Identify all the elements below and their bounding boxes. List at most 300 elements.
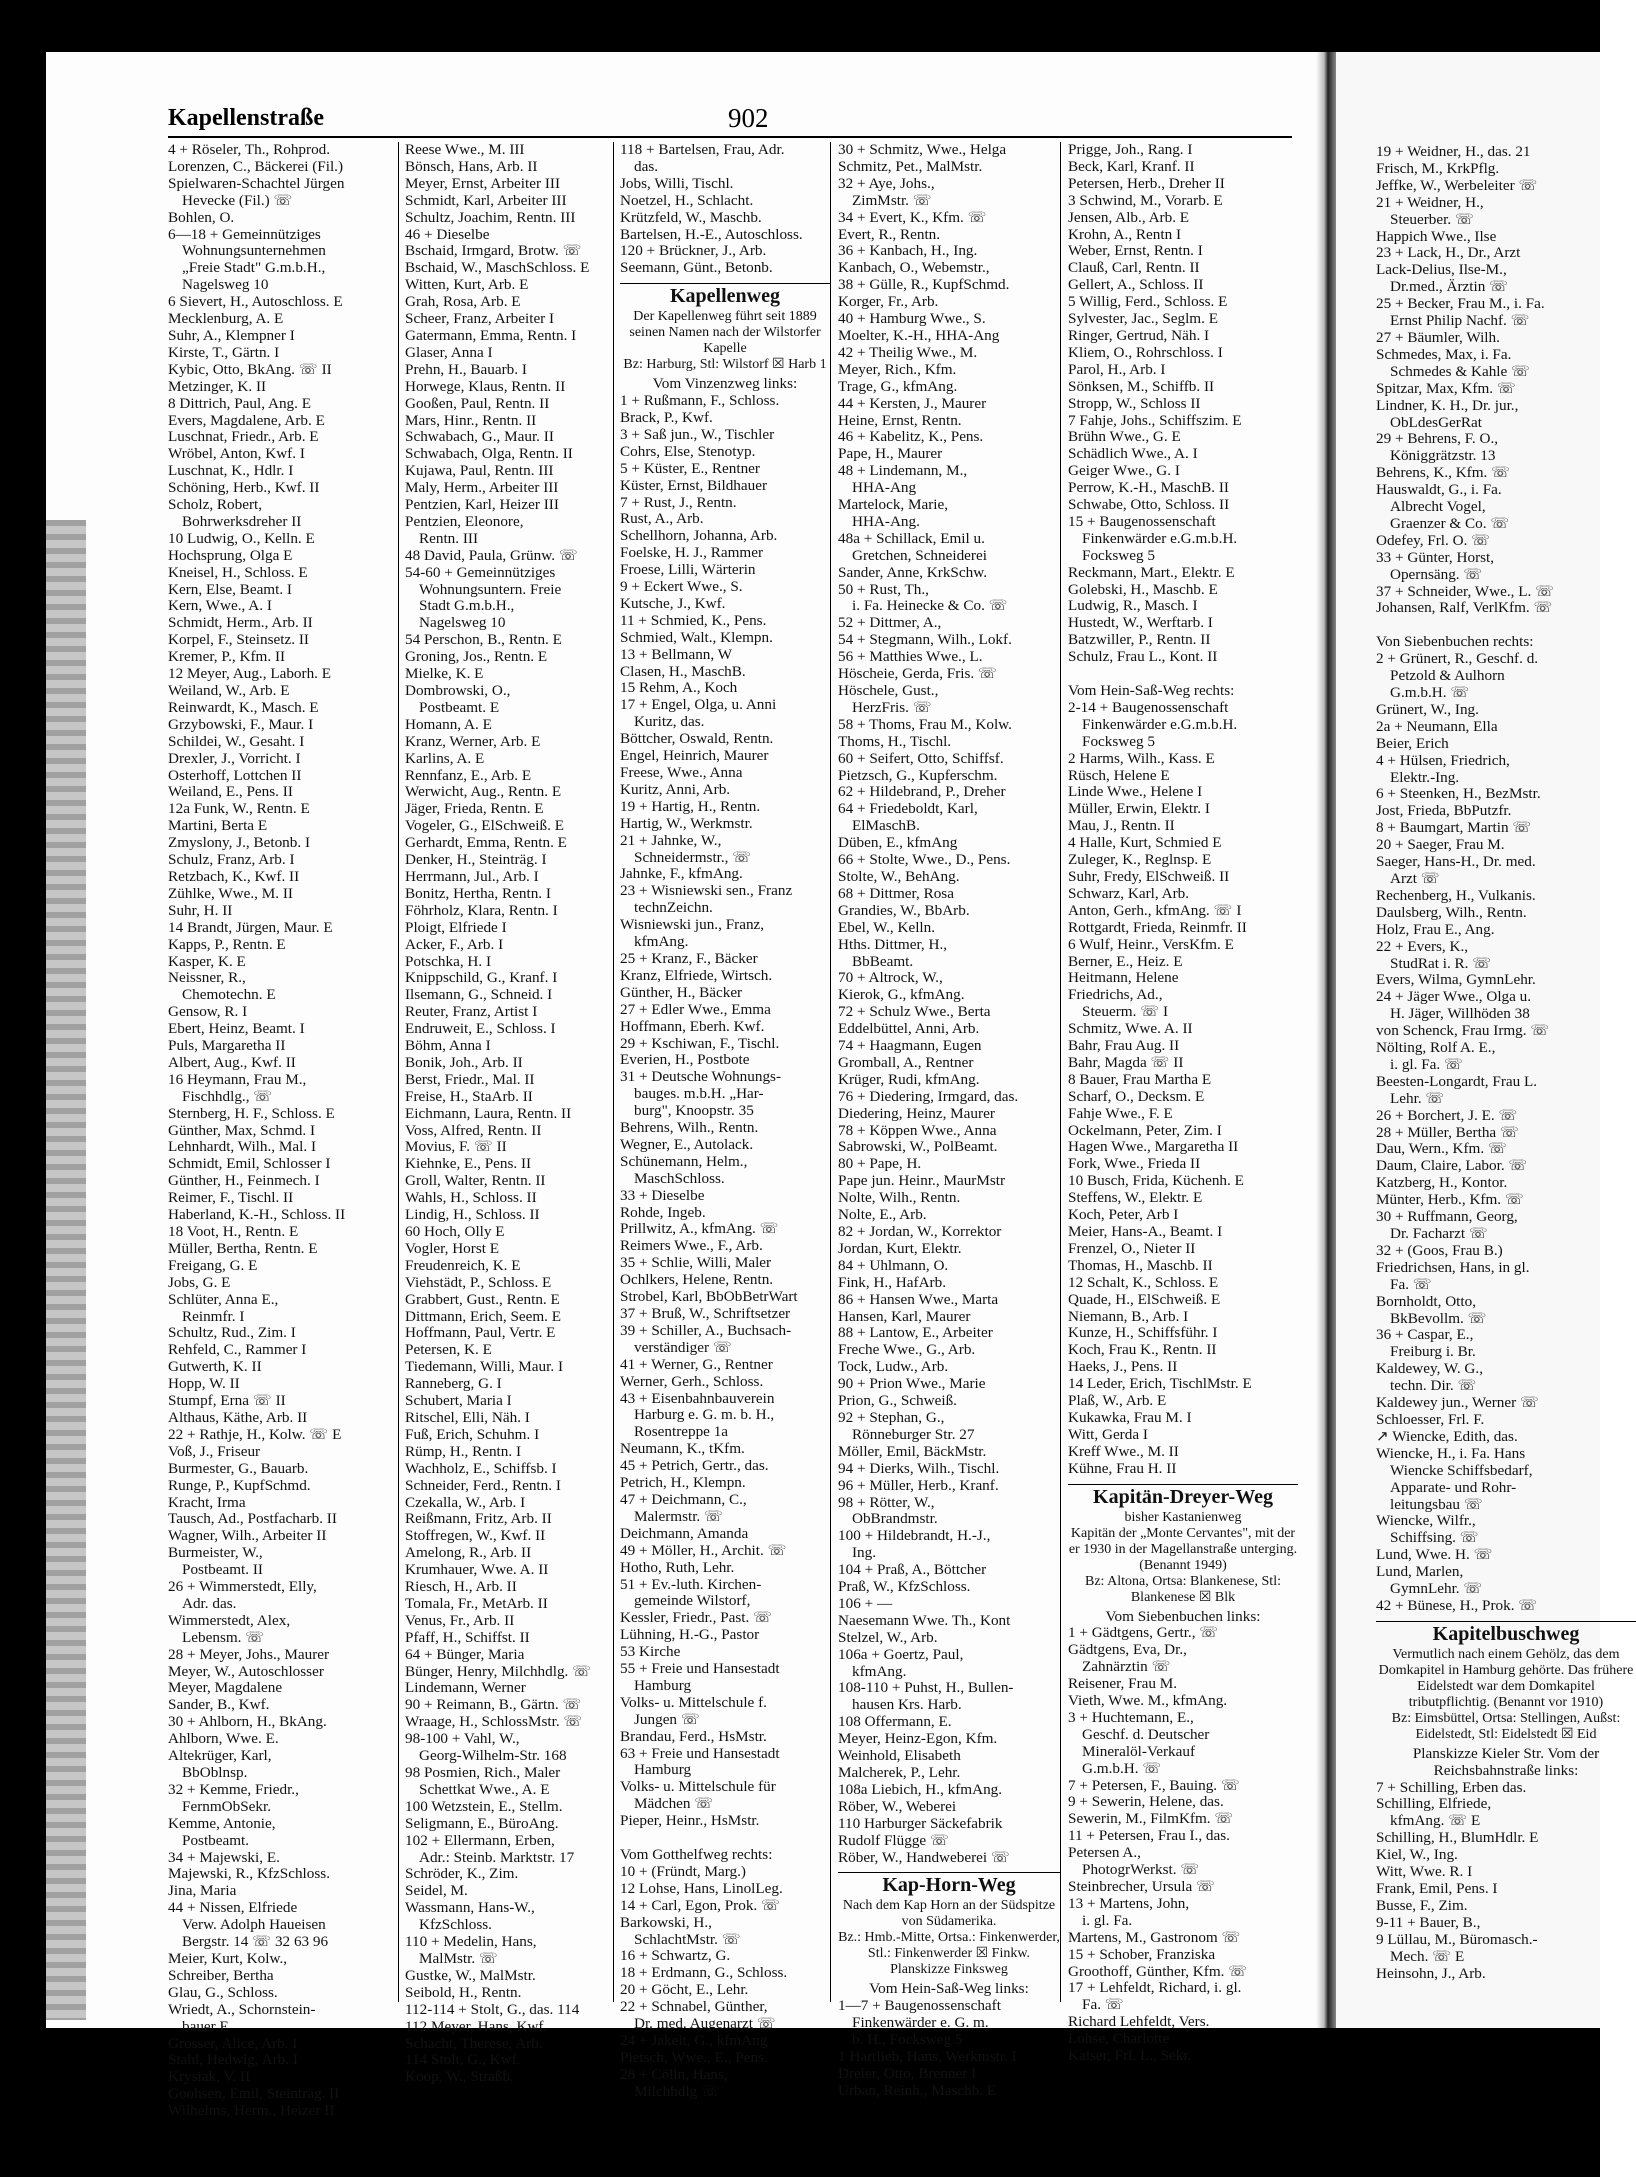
directory-entry: Küster, Ernst, Bildhauer — [620, 476, 768, 494]
directory-entry: b. H., Focksweg 5 — [852, 2031, 963, 2049]
directory-entry: Gooßen, Paul, Rentn. II — [405, 394, 550, 412]
directory-entry: 42 + Bünese, H., Prok. ☏ — [1376, 1596, 1538, 1614]
directory-entry: Fork, Wwe., Frieda II — [1068, 1155, 1201, 1173]
directory-entry: Reinwardt, K., Masch. E — [168, 698, 319, 716]
directory-entry: 51 + Ev.-luth. Kirchen- — [620, 1575, 762, 1593]
directory-entry: 11 + Petersen, Frau I., das. — [1068, 1827, 1230, 1845]
directory-entry: Grandies, W., BbArb. — [838, 901, 970, 919]
directory-entry: Albrecht Vogel, — [1390, 498, 1486, 516]
directory-entry: Herrmann, Jul., Arb. I — [405, 867, 539, 885]
directory-entry: Jina, Maria — [168, 1882, 237, 1900]
directory-entry: Grah, Rosa, Arb. E — [405, 293, 521, 311]
directory-entry: Meyer, Heinz-Egon, Kfm. — [838, 1730, 998, 1748]
directory-entry: Bohrwerksdreher II — [182, 512, 302, 530]
directory-entry: 11 + Schmied, K., Pens. — [620, 611, 767, 629]
directory-entry: Krohn, A., Rentn I — [1068, 225, 1182, 243]
directory-entry: Schloesser, Frl. F. — [1376, 1410, 1485, 1428]
right-page — [1336, 52, 1634, 2028]
directory-entry: Arzt ☏ — [1390, 869, 1440, 887]
directory-entry: Kirste, T., Gärtn. I — [168, 343, 280, 361]
directory-entry: Reese Wwe., M. III — [405, 141, 525, 158]
directory-entry: Schlüter, Anna E., — [168, 1290, 279, 1308]
directory-entry: BbOblnsp. — [182, 1764, 248, 1781]
directory-entry: Kessler, Friedr., Past. ☏ — [620, 1609, 773, 1627]
directory-entry: Fa. ☏ — [1082, 1996, 1124, 2014]
directory-entry: i. gl. Fa. ☏ — [1390, 1055, 1463, 1073]
directory-entry: Rechenberg, H., Vulkanis. — [1376, 886, 1536, 904]
directory-entry: Amelong, R., Arb. II — [405, 1544, 532, 1562]
directory-entry: 108 Offermann, E. — [838, 1713, 952, 1731]
directory-entry: Hevecke (Fil.) ☏ — [182, 191, 293, 209]
directory-entry: bauer E — [182, 2017, 229, 2035]
directory-entry: Cohrs, Else, Stenotyp. — [620, 442, 756, 460]
directory-entry: technZeichn. — [634, 899, 713, 917]
directory-entry: Dr. Facharzt ☏ — [1390, 1225, 1488, 1242]
directory-entry: Beesten-Longardt, Frau L. — [1376, 1072, 1538, 1090]
directory-entry: Strobel, Karl, BbObBetrWart — [620, 1288, 798, 1306]
directory-entry: 37 + Bruß, W., Schriftsetzer — [620, 1305, 791, 1322]
directory-entry: Höscheie, Gerda, Fris. ☏ — [838, 665, 998, 683]
directory-entry: Glau, G., Schloss. — [168, 1983, 278, 2001]
page-number: 902 — [728, 103, 769, 133]
directory-entry: Stropp, W., Schloss II — [1068, 394, 1201, 412]
directory-entry: 27 + Bäumler, Wilh. — [1376, 328, 1500, 346]
directory-entry: Lorenzen, C., Bäckerei (Fil.) — [168, 157, 344, 175]
directory-entry: 40 + Hamburg Wwe., S. — [838, 310, 986, 328]
directory-entry: 50 + Rust, Th., — [838, 580, 929, 598]
directory-entry: Bonik, Joh., Arb. II — [405, 1053, 523, 1071]
street-section-title: Kapitän-Dreyer-Weg — [1068, 1484, 1298, 1506]
directory-entry: Rümp, H., Rentn. I — [405, 1442, 522, 1460]
directory-entry: 86 + Hansen Wwe., Marta — [838, 1290, 999, 1308]
directory-entry: Martens, M., Gastronom ☏ — [1068, 1928, 1241, 1946]
directory-entry: 64 + Friedeboldt, Karl, — [838, 800, 978, 818]
directory-entry: Schilling, Elfriede, — [1376, 1795, 1492, 1813]
directory-entry: Schneider, Ferd., Rentn. I — [405, 1476, 561, 1494]
directory-entry: Witt, Gerda I — [1068, 1425, 1148, 1443]
directory-entry: Urban, Reinh., Maschb. E — [838, 2081, 997, 2099]
directory-entry: Katzberg, H., Kontor. — [1376, 1174, 1508, 1192]
directory-entry: Geschf. d. Deutscher — [1082, 1725, 1210, 1743]
directory-entry: Kanbach, O., Webemstr., — [838, 259, 990, 277]
directory-entry: Kunze, H., Schiffsführ. I — [1068, 1324, 1218, 1342]
directory-entry: Freise, H., StaArb. II — [405, 1087, 533, 1105]
directory-entry: Karlins, A. E — [405, 749, 485, 767]
directory-entry: 120 + Brückner, J., Arb. — [620, 242, 767, 260]
directory-entry: Schwabach, Olga, Rentn. II — [405, 445, 573, 463]
directory-entry: Busse, F., Zim. — [1376, 1896, 1468, 1914]
directory-entry: 112-114 + Stolt, G., das. 114 — [405, 2000, 580, 2018]
directory-entry: Petersen, K. E — [405, 1341, 492, 1359]
directory-entry: Gustke, W., MalMstr. — [405, 1966, 536, 1984]
directory-entry: Voß, J., Friseur — [168, 1442, 261, 1460]
directory-entry: 21 + Weidner, H., — [1376, 193, 1484, 211]
directory-entry: Kreff Wwe., M. II — [1068, 1442, 1179, 1460]
directory-entry: Werner, Gerh., Schloss. — [620, 1372, 764, 1390]
directory-entry: Bschaid, W., MaschSchloss. E — [405, 259, 590, 277]
directory-entry: Moelter, K.-H., HHA-Ang — [838, 326, 1000, 344]
directory-entry: Möller, Emil, BäckMstr. — [838, 1442, 987, 1460]
directory-entry: Kliem, O., Rohrschloss. I — [1068, 343, 1223, 361]
directory-entry: Brandau, Ferd., HsMstr. — [620, 1727, 767, 1745]
directory-entry: Suhr, H. II — [168, 901, 233, 919]
directory-entry: 34 + Majewski, E. — [168, 1848, 280, 1866]
scan-edge-top — [46, 0, 1600, 52]
directory-entry: Kneisel, H., Schloss. E — [168, 563, 308, 581]
directory-entry: Gerhardt, Emma, Rentn. E — [405, 834, 567, 852]
directory-entry: Rosentreppe 1a — [634, 1423, 729, 1441]
directory-entry: 10 + (Fründt, Marg.) — [620, 1862, 746, 1880]
directory-entry: Apparate- und Rohr- — [1390, 1478, 1517, 1496]
directory-entry: Riesch, H., Arb. II — [405, 1578, 517, 1596]
directory-entry: ElMaschB. — [852, 817, 920, 835]
directory-entry: ZimMstr. ☏ — [852, 191, 932, 209]
directory-entry: Noetzel, H., Schlacht. — [620, 191, 754, 209]
directory-entry: 13 + Martens, John, — [1068, 1894, 1190, 1912]
directory-entry: Plaß, W., Arb. E — [1068, 1392, 1167, 1410]
directory-entry: Kiel, W., Ing. — [1376, 1846, 1458, 1864]
directory-column-3 — [620, 141, 831, 2100]
directory-entry: 63 + Freie und Hansestadt — [620, 1744, 780, 1762]
directory-entry: Günther, H., Bäcker — [620, 983, 743, 1001]
directory-entry: Prillwitz, A., kfmAng. ☏ — [620, 1220, 779, 1238]
directory-entry: Nolte, E., Arb. — [838, 1206, 927, 1224]
directory-entry: Jost, Frieda, BbPutzfr. — [1376, 802, 1512, 820]
directory-entry: Verw. Adolph Haueisen — [182, 1916, 326, 1934]
directory-entry: Wröbel, Anton, Kwf. I — [168, 445, 305, 463]
directory-entry: Frisch, M., KrkPflg. — [1376, 159, 1500, 177]
directory-entry: 110 + Medelin, Hans, — [405, 1933, 537, 1951]
directory-entry: Zahnärztin ☏ — [1082, 1658, 1171, 1676]
directory-entry: 2a + Neumann, Ella — [1376, 717, 1498, 735]
directory-entry: kfmAng. — [852, 1662, 907, 1680]
directory-entry: Pfaff, H., Schiffst. II — [405, 1628, 530, 1646]
directory-entry: Böhm, Anna I — [405, 1037, 491, 1055]
directory-entry: 106 + — — [838, 1594, 893, 1612]
directory-entry: Schmidt, Herm., Arb. II — [168, 614, 313, 632]
directory-entry: Fuß, Erich, Schuhm. I — [405, 1425, 540, 1443]
directory-entry: Heine, Ernst, Rentn. — [838, 411, 962, 429]
directory-entry: Suhr, Fredy, ElSchweiß. II — [1068, 867, 1230, 885]
directory-entry: Kern, Wwe., A. I — [168, 597, 272, 615]
directory-entry: Lindner, K. H., Dr. jur., — [1376, 396, 1519, 414]
directory-entry: Wisniewski jun., Franz, — [620, 916, 765, 934]
directory-entry: Jensen, Alb., Arb. E — [1068, 208, 1190, 226]
directory-entry: Movius, F. ☏ II — [405, 1138, 507, 1156]
directory-entry: Grzybowski, F., Maur. I — [168, 715, 314, 733]
directory-entry: 28 + Meyer, Johs., Maurer — [168, 1645, 330, 1663]
directory-entry: Beier, Erich — [1376, 734, 1449, 752]
directory-entry: Ernst Philip Nachf. ☏ — [1390, 312, 1530, 330]
directory-entry: Groning, Jos., Rentn. E — [405, 648, 548, 666]
directory-entry: Wiencke, H., i. Fa. Hans — [1376, 1444, 1526, 1462]
directory-entry: Bornholdt, Otto, — [1376, 1292, 1476, 1310]
directory-entry: Martelock, Marie, — [838, 496, 949, 514]
directory-entry: Stadt G.m.b.H., — [419, 597, 515, 615]
directory-entry: 60 + Seifert, Otto, Schiffsf. — [838, 749, 1004, 767]
right-page-column — [1376, 144, 1636, 2004]
directory-entry: 30 + Schmitz, Wwe., Helga — [838, 141, 1007, 158]
directory-entry: 106a + Goertz, Paul, — [838, 1645, 964, 1663]
directory-entry: Groll, Walter, Rentn. II — [405, 1172, 546, 1190]
directory-entry: Hauswaldt, G., i. Fa. — [1376, 481, 1502, 499]
directory-entry: ↗ Wiencke, Edith, das. — [1376, 1427, 1518, 1445]
directory-entry: Hamburg — [634, 1761, 692, 1779]
directory-entry: 48 David, Paula, Grünw. ☏ — [405, 546, 578, 564]
directory-entry: Reuter, Franz, Artist I — [405, 1003, 538, 1021]
street-section-note: Bz: Eimsbüttel, Ortsa: Stellingen, Außst: Eidelstedt, Stl: Eidelstedt ☒ Eid — [1391, 1710, 1621, 1742]
directory-entry: 4 + Röseler, Th., Rohprod. — [168, 141, 331, 158]
directory-entry: 30 + Ahlborn, H., BkAng. — [168, 1713, 327, 1731]
directory-entry: Naesemann Wwe. Th., Kont — [838, 1611, 1011, 1629]
directory-entry: Finkenwärder e.G.m.b.H. — [1082, 715, 1238, 733]
street-section-note: Vermutlich nach einem Gehölz, das dem Domkapitel in Hamburg gehörte. Das frühere Eidelstedt war dem Domkapitel tributpflichtig. (Benannt vor 1910) — [1378, 1646, 1634, 1710]
directory-entry: Martini, Berta E — [168, 817, 268, 835]
directory-entry: 12 Meyer, Aug., Laborh. E — [168, 665, 332, 683]
directory-entry — [1376, 617, 1636, 634]
directory-entry: 18 + Erdmann, G., Schloss. — [620, 1964, 788, 1982]
directory-entry: Schreiber, Bertha — [168, 1966, 274, 1984]
directory-entry: 1 Hartlieb, Hans, Werkmstr. I — [838, 2047, 1017, 2065]
directory-entry: Rust, A., Arb. — [620, 510, 704, 528]
directory-entry: Zuleger, K., Reglnsp. E — [1068, 851, 1212, 869]
directory-entry: 43 + Eisenbahnbauverein — [620, 1389, 775, 1407]
directory-entry: Gutwerth, K. II — [168, 1358, 262, 1376]
directory-entry: Barkowski, H., — [620, 1913, 712, 1931]
directory-entry: StudRat i. R. ☏ — [1390, 954, 1492, 972]
directory-entry: Krützfeld, W., Maschb. — [620, 208, 762, 226]
directory-entry: Müller, Bertha, Rentn. E — [168, 1239, 318, 1257]
directory-entry: Bohlen, O. — [168, 208, 235, 226]
directory-entry: Schöning, Herb., Kwf. II — [168, 479, 320, 497]
directory-entry: 1 + Rußmann, F., Schloss. — [620, 392, 780, 410]
directory-entry: Friedrichsen, Hans, in gl. — [1376, 1258, 1530, 1276]
directory-entry: Pentzien, Karl, Heizer III — [405, 496, 559, 514]
directory-entry: Acker, F., Arb. I — [405, 935, 504, 953]
directory-entry: 38 + Gülle, R., KupfSchmd. — [838, 276, 1010, 294]
directory-entry: 12 Schalt, K., Schloss. E — [1068, 1273, 1219, 1291]
directory-entry: Bünger, Henry, Milchhdlg. ☏ — [405, 1662, 592, 1680]
directory-entry: Scharf, O., Decksm. E — [1068, 1087, 1205, 1105]
street-section-note: Nach dem Kap Horn an der Südspitze von Südamerika. — [842, 1898, 1056, 1930]
directory-entry: leitungsbau ☏ — [1390, 1495, 1483, 1513]
directory-entry: 8 Bauer, Frau Martha E — [1068, 1070, 1212, 1088]
directory-entry: Kühne, Frau H. II — [1068, 1459, 1177, 1477]
directory-entry: Georg-Wilhelm-Str. 168 — [419, 1747, 567, 1765]
directory-entry: burg", Knoopstr. 35 — [634, 1102, 754, 1120]
directory-entry: BbBeamt. — [852, 952, 914, 970]
directory-entry: Freche Wwe., G., Arb. — [838, 1341, 976, 1359]
directory-entry: Lack-Delius, Ilse-M., — [1376, 261, 1507, 279]
directory-entry: Gromball, A., Rentner — [838, 1053, 974, 1071]
directory-entry: Bahr, Magda ☏ II — [1068, 1053, 1184, 1071]
scan-edge-left — [0, 0, 46, 2177]
directory-entry: Freigang, G. E — [168, 1256, 258, 1274]
directory-entry: Gellert, A., Schloss. II — [1068, 276, 1204, 294]
directory-entry: 47 + Deichmann, C., — [620, 1490, 747, 1508]
directory-entry: Sabrowski, W., PolBeamt. — [838, 1138, 998, 1156]
directory-entry: Gensow, R. I — [168, 1003, 248, 1021]
directory-entry: Kranz, Elfriede, Wirtsch. — [620, 966, 773, 984]
directory-entry: 53 Kirche — [620, 1643, 681, 1661]
directory-entry: Lebensm. ☏ — [182, 1628, 265, 1646]
directory-entry: Steinbrecher, Ursula ☏ — [1068, 1878, 1216, 1895]
directory-entry: Föhrholz, Klara, Rentn. I — [405, 901, 558, 919]
directory-entry: 100 Wetzstein, E., Stellm. — [405, 1797, 563, 1815]
directory-entry: Happich Wwe., Ilse — [1376, 227, 1497, 245]
directory-entry: Clasen, H., MaschB. — [620, 662, 746, 680]
directory-entry: 2 + Grünert, R., Geschf. d. — [1376, 650, 1539, 668]
directory-entry: Reisener, Frau M. — [1068, 1675, 1178, 1693]
directory-entry: MalMstr. ☏ — [419, 1949, 498, 1967]
directory-entry: das. — [634, 157, 659, 175]
directory-entry: Nagelsweg 10 — [182, 276, 269, 294]
directory-entry: Golebski, H., Maschb. E — [1068, 580, 1218, 598]
directory-entry: 70 + Altrock, W., — [838, 969, 943, 987]
directory-entry: 3 + Saß jun., W., Tischler — [620, 425, 775, 443]
directory-entry: 20 + Göcht, E., Lehr. — [620, 1981, 749, 1999]
directory-entry: Schwabe, Otto, Schloss. II — [1068, 496, 1230, 514]
directory-entry: Rohde, Ingeb. — [620, 1203, 706, 1221]
directory-entry: 46 + Dieselbe — [405, 225, 490, 243]
directory-entry: i. Fa. Heinecke & Co. ☏ — [852, 597, 1008, 615]
directory-entry: Scholz, Robert, — [168, 496, 263, 514]
directory-entry: Postbeamt. — [182, 1831, 250, 1849]
directory-entry: Hoffmann, Eberh. Kwf. — [620, 1017, 765, 1035]
directory-entry: G.m.b.H. ☏ — [1390, 684, 1470, 701]
directory-entry: Jeffke, W., Werbeleiter ☏ — [1376, 176, 1538, 194]
directory-entry: Lühning, H.-G., Pastor — [620, 1626, 760, 1644]
directory-entry: Korpel, F., Steinsetz. II — [168, 631, 309, 649]
directory-entry: 36 + Kanbach, H., Ing. — [838, 242, 978, 260]
directory-entry: 25 + Kranz, F., Bäcker — [620, 949, 758, 967]
directory-entry: 32 + Kemme, Friedr., — [168, 1780, 299, 1798]
directory-entry: Kuritz, das. — [634, 713, 705, 731]
directory-entry: Finkenwärder e. G. m. — [852, 2014, 989, 2032]
directory-entry: Rudolf Flügge ☏ — [838, 1831, 949, 1849]
directory-entry: 26 + Borchert, J. E. ☏ — [1376, 1106, 1518, 1124]
directory-entry: Petersen, Herb., Dreher II — [1068, 174, 1225, 192]
directory-entry: Gatermann, Emma, Rentn. I — [405, 326, 577, 344]
directory-entry: 90 + Reimann, B., Gärtn. ☏ — [405, 1696, 582, 1714]
directory-entry: 27 + Edler Wwe., Emma — [620, 1000, 771, 1018]
directory-entry: Heitmann, Helene — [1068, 969, 1179, 987]
directory-entry: 44 + Kersten, J., Maurer — [838, 394, 987, 412]
directory-entry: 110 Harburger Säckefabrik — [838, 1814, 1003, 1832]
directory-entry: Kaldewey jun., Werner ☏ — [1376, 1394, 1539, 1412]
directory-entry: Milchhdlg ☏ — [634, 2082, 721, 2100]
directory-entry: 19 + Weidner, H., das. 21 — [1376, 143, 1531, 160]
directory-entry: 1 + Gädtgens, Gertr., ☏ — [1068, 1624, 1219, 1642]
directory-entry: Wegner, E., Autolack. — [620, 1135, 754, 1153]
directory-entry: Heinsohn, J., Arb. — [1376, 1964, 1486, 1982]
directory-entry: 5 + Küster, E., Rentner — [620, 459, 760, 477]
directory-entry: Frank, Emil, Pens. I — [1376, 1880, 1498, 1897]
directory-entry: Röber, W., Handweberei ☏ — [838, 1848, 1010, 1866]
directory-entry: Engel, Heinrich, Maurer — [620, 747, 769, 765]
directory-entry: Thomas, H., Maschb. II — [1068, 1256, 1213, 1274]
directory-entry: Finkenwärder e.G.m.b.H. — [1082, 529, 1238, 547]
directory-entry: 22 + Rathje, H., Kolw. ☏ E — [168, 1425, 342, 1443]
directory-entry: Stumpf, Erna ☏ II — [168, 1392, 286, 1410]
directory-entry: Brühn Wwe., G. E — [1068, 428, 1181, 446]
directory-entry: Bergstr. 14 ☏ 32 63 96 — [182, 1933, 329, 1951]
directory-entry: Grosser, Alice, Arb. I — [168, 2034, 298, 2052]
directory-entry: Schacht, Therese, Arb. — [405, 2034, 543, 2052]
directory-entry: 35 + Schlie, Willi, Maler — [620, 1254, 772, 1272]
directory-entry: Steuerber. ☏ — [1390, 210, 1474, 228]
directory-entry — [1068, 666, 1298, 683]
directory-entry: Ringer, Gertrud, Näh. I — [1068, 326, 1210, 344]
directory-entry: Wiencke, Wilfr., — [1376, 1512, 1476, 1530]
directory-entry: Graenzer & Co. ☏ — [1390, 514, 1510, 532]
directory-entry: H. Jäger, Willhöden 38 — [1390, 1005, 1530, 1023]
directory-entry: Seemann, Günt., Betonb. — [620, 259, 773, 277]
directory-entry: 58 + Thoms, Frau M., Kolw. — [838, 715, 1012, 733]
directory-entry: Opernsäng. ☏ — [1390, 565, 1483, 583]
directory-entry: Hotho, Ruth, Lehr. — [620, 1558, 735, 1576]
directory-entry: Suhr, A., Klempner I — [168, 326, 295, 344]
directory-entry: Stelzel, W., Arb. — [838, 1628, 938, 1646]
directory-entry: Seligmann, E., BüroAng. — [405, 1814, 559, 1832]
directory-entry: 55 + Freie und Hansestadt — [620, 1660, 780, 1678]
directory-entry: Niemann, B., Arb. I — [1068, 1307, 1189, 1325]
directory-entry: Schilling, H., BlumHdlr. E — [1376, 1829, 1539, 1847]
directory-entry: Kiehnke, E., Pens. II — [405, 1155, 532, 1173]
directory-entry: Vieth, Wwe. M., kfmAng. — [1068, 1692, 1228, 1710]
directory-entry: Sewerin, M., FilmKfm. ☏ — [1068, 1810, 1234, 1828]
directory-entry: 30 + Ruffmann, Georg, — [1376, 1208, 1518, 1226]
street-section-subheading: Vom Siebenbuchen links: — [1105, 1607, 1261, 1625]
directory-entry: Evert, R., Rentn. — [838, 225, 941, 243]
directory-entry: 28 + Cölln, Hans, — [620, 2065, 728, 2083]
directory-entry: Jahnke, F., kfmAng. — [620, 865, 743, 883]
directory-entry: Lehr. ☏ — [1390, 1089, 1445, 1107]
directory-entry: Schmied, Walt., Klempn. — [620, 628, 773, 646]
street-section-title: Kapitelbuschweg — [1376, 1621, 1636, 1643]
directory-entry: 37 + Schneider, Wwe., L. ☏ — [1376, 582, 1555, 600]
directory-entry: 80 + Pape, H. — [838, 1155, 922, 1173]
directory-entry: Eddelbüttel, Anni, Arb. — [838, 1020, 980, 1038]
directory-entry: Wohnungsuntern. Freie — [419, 580, 562, 598]
directory-entry: Postbeamt. II — [182, 1561, 263, 1579]
directory-entry: 3 + Huchtemann, E., — [1068, 1708, 1194, 1726]
directory-entry: Ranneberg, G. I — [405, 1375, 502, 1393]
directory-entry: Witten, Kurt, Arb. E — [405, 276, 529, 294]
book-gutter — [1316, 52, 1336, 2028]
directory-entry: 6 + Steenken, H., BezMstr. — [1376, 785, 1541, 803]
directory-entry: Tomala, Fr., MetArb. II — [405, 1594, 548, 1612]
directory-entry: Evers, Magdalene, Arb. E — [168, 411, 325, 429]
directory-entry: Friedrichs, Ad., — [1068, 986, 1163, 1004]
directory-entry: Kutsche, J., Kwf. — [620, 594, 726, 612]
directory-entry: Weiland, E., Pens. II — [168, 783, 293, 801]
directory-entry: 6 Sievert, H., Autoschloss. E — [168, 293, 343, 311]
directory-entry: 108-110 + Puhst, H., Bullen- — [838, 1679, 1014, 1697]
directory-entry: 54-60 + Gemeinnütziges — [405, 563, 556, 581]
directory-entry: Focksweg 5 — [1082, 546, 1155, 564]
directory-entry: Ebert, Heinz, Beamt. I — [168, 1020, 305, 1038]
directory-entry: 52 + Dittmer, A., — [838, 614, 942, 632]
directory-entry: HHA-Ang. — [852, 512, 920, 530]
directory-entry: Jobs, G. E — [168, 1273, 231, 1291]
directory-entry: Rüsch, Helene E — [1068, 766, 1170, 784]
directory-entry: gemeinde Wilstorf, — [634, 1592, 751, 1610]
directory-entry: Linde Wwe., Helene I — [1068, 783, 1203, 801]
directory-entry: 98-100 + Vahl, W., — [405, 1730, 520, 1748]
directory-entry: 25 + Becker, Frau M., i. Fa. — [1376, 295, 1545, 313]
directory-entry: Majewski, R., KfzSchloss. — [168, 1865, 330, 1883]
